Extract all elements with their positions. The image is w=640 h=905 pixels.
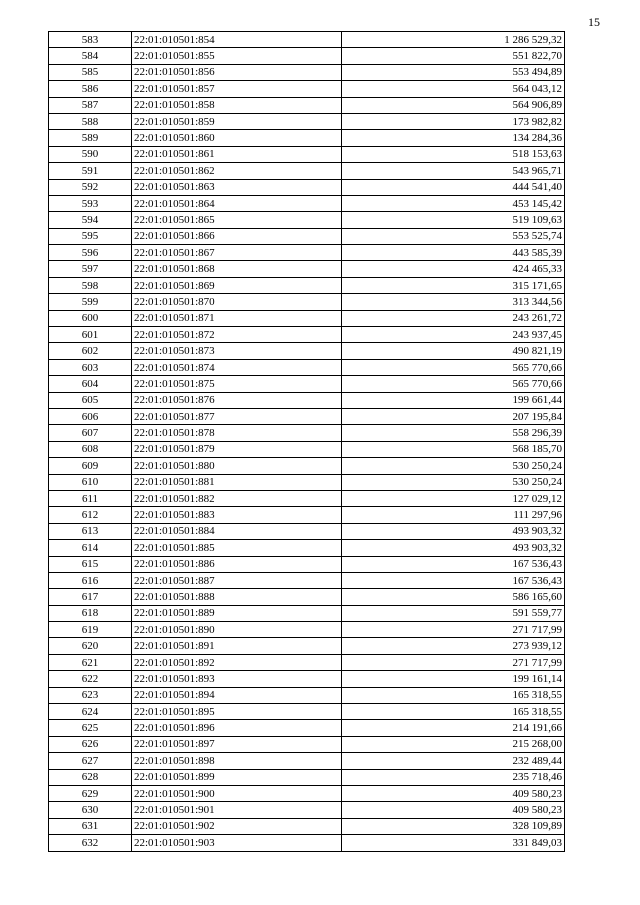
table-row <box>49 490 565 506</box>
row-number-cell: 626 <box>49 736 132 752</box>
cadastral-value-cell: 199 161,14 <box>342 671 565 687</box>
row-number-cell: 611 <box>49 490 132 506</box>
page-number: 15 <box>588 15 600 29</box>
row-number-cell: 594 <box>49 212 132 228</box>
cadastral-value-cell: 111 297,96 <box>342 507 565 523</box>
cadastral-number-cell: 22:01:010501:893 <box>132 671 342 687</box>
cadastral-number-cell: 22:01:010501:901 <box>132 802 342 818</box>
row-number-cell: 587 <box>49 97 132 113</box>
cadastral-value-cell: 207 195,84 <box>342 408 565 424</box>
cadastral-number-cell: 22:01:010501:896 <box>132 720 342 736</box>
cadastral-value-cell: 167 536,43 <box>342 556 565 572</box>
table-row <box>49 261 565 277</box>
table-row <box>49 736 565 752</box>
row-number-cell: 605 <box>49 392 132 408</box>
cadastral-number-cell: 22:01:010501:899 <box>132 769 342 785</box>
table-row <box>49 785 565 801</box>
row-number-cell: 616 <box>49 572 132 588</box>
row-number-cell: 621 <box>49 654 132 670</box>
row-number-cell: 619 <box>49 622 132 638</box>
cadastral-number-cell: 22:01:010501:895 <box>132 704 342 720</box>
row-number-cell: 595 <box>49 228 132 244</box>
table-row <box>49 474 565 490</box>
cadastral-number-cell: 22:01:010501:854 <box>132 32 342 48</box>
table-row <box>49 113 565 129</box>
row-number-cell: 601 <box>49 327 132 343</box>
cadastral-number-cell: 22:01:010501:903 <box>132 835 342 851</box>
table-row <box>49 540 565 556</box>
cadastral-number-cell: 22:01:010501:877 <box>132 408 342 424</box>
cadastral-number-cell: 22:01:010501:894 <box>132 687 342 703</box>
table-row <box>49 310 565 326</box>
row-number-cell: 591 <box>49 163 132 179</box>
cadastral-value-cell: 134 284,36 <box>342 130 565 146</box>
cadastral-number-cell: 22:01:010501:876 <box>132 392 342 408</box>
table-row <box>49 48 565 64</box>
table-row <box>49 212 565 228</box>
table-row <box>49 64 565 80</box>
table-row <box>49 720 565 736</box>
cadastral-number-cell: 22:01:010501:868 <box>132 261 342 277</box>
cadastral-value-cell: 551 822,70 <box>342 48 565 64</box>
row-number-cell: 615 <box>49 556 132 572</box>
table-row <box>49 179 565 195</box>
table-row <box>49 228 565 244</box>
cadastral-number-cell: 22:01:010501:887 <box>132 572 342 588</box>
cadastral-value-cell: 490 821,19 <box>342 343 565 359</box>
cadastral-number-cell: 22:01:010501:875 <box>132 376 342 392</box>
cadastral-value-cell: 444 541,40 <box>342 179 565 195</box>
cadastral-number-cell: 22:01:010501:902 <box>132 818 342 834</box>
cadastral-number-cell: 22:01:010501:864 <box>132 195 342 211</box>
row-number-cell: 585 <box>49 64 132 80</box>
cadastral-number-cell: 22:01:010501:879 <box>132 441 342 457</box>
table-row <box>49 458 565 474</box>
row-number-cell: 618 <box>49 605 132 621</box>
cadastral-value-cell: 315 171,65 <box>342 277 565 293</box>
cadastral-value-cell: 271 717,99 <box>342 654 565 670</box>
table-row <box>49 589 565 605</box>
cadastral-number-cell: 22:01:010501:885 <box>132 540 342 556</box>
cadastral-value-cell: 271 717,99 <box>342 622 565 638</box>
cadastral-number-cell: 22:01:010501:874 <box>132 359 342 375</box>
row-number-cell: 620 <box>49 638 132 654</box>
cadastral-value-cell: 127 029,12 <box>342 490 565 506</box>
cadastral-number-cell: 22:01:010501:900 <box>132 785 342 801</box>
cadastral-value-cell: 199 661,44 <box>342 392 565 408</box>
row-number-cell: 600 <box>49 310 132 326</box>
row-number-cell: 592 <box>49 179 132 195</box>
row-number-cell: 589 <box>49 130 132 146</box>
cadastral-number-cell: 22:01:010501:883 <box>132 507 342 523</box>
row-number-cell: 613 <box>49 523 132 539</box>
cadastral-value-cell: 565 770,66 <box>342 376 565 392</box>
table-row <box>49 671 565 687</box>
row-number-cell: 609 <box>49 458 132 474</box>
cadastral-number-cell: 22:01:010501:890 <box>132 622 342 638</box>
cadastral-number-cell: 22:01:010501:859 <box>132 113 342 129</box>
cadastral-number-cell: 22:01:010501:898 <box>132 753 342 769</box>
table-row <box>49 572 565 588</box>
table-row <box>49 327 565 343</box>
row-number-cell: 604 <box>49 376 132 392</box>
table-row <box>49 245 565 261</box>
cadastral-value-table <box>48 31 565 852</box>
cadastral-value-cell: 543 965,71 <box>342 163 565 179</box>
row-number-cell: 624 <box>49 704 132 720</box>
row-number-cell: 614 <box>49 540 132 556</box>
table-row <box>49 32 565 48</box>
cadastral-value-cell: 493 903,32 <box>342 540 565 556</box>
cadastral-number-cell: 22:01:010501:866 <box>132 228 342 244</box>
cadastral-value-cell: 424 465,33 <box>342 261 565 277</box>
cadastral-value-cell: 313 344,56 <box>342 294 565 310</box>
table-row <box>49 81 565 97</box>
table-row <box>49 343 565 359</box>
cadastral-number-cell: 22:01:010501:862 <box>132 163 342 179</box>
cadastral-number-cell: 22:01:010501:884 <box>132 523 342 539</box>
row-number-cell: 608 <box>49 441 132 457</box>
cadastral-value-cell: 243 937,45 <box>342 327 565 343</box>
row-number-cell: 597 <box>49 261 132 277</box>
row-number-cell: 603 <box>49 359 132 375</box>
cadastral-number-cell: 22:01:010501:867 <box>132 245 342 261</box>
cadastral-number-cell: 22:01:010501:891 <box>132 638 342 654</box>
row-number-cell: 610 <box>49 474 132 490</box>
table-row <box>49 408 565 424</box>
cadastral-value-cell: 409 580,23 <box>342 785 565 801</box>
cadastral-value-cell: 165 318,55 <box>342 704 565 720</box>
cadastral-value-cell: 453 145,42 <box>342 195 565 211</box>
table-row <box>49 704 565 720</box>
row-number-cell: 590 <box>49 146 132 162</box>
cadastral-number-cell: 22:01:010501:882 <box>132 490 342 506</box>
table-row <box>49 802 565 818</box>
table-row <box>49 638 565 654</box>
row-number-cell: 584 <box>49 48 132 64</box>
cadastral-value-cell: 214 191,66 <box>342 720 565 736</box>
row-number-cell: 593 <box>49 195 132 211</box>
cadastral-number-cell: 22:01:010501:865 <box>132 212 342 228</box>
row-number-cell: 629 <box>49 785 132 801</box>
cadastral-value-cell: 232 489,44 <box>342 753 565 769</box>
row-number-cell: 623 <box>49 687 132 703</box>
row-number-cell: 612 <box>49 507 132 523</box>
cadastral-value-cell: 586 165,60 <box>342 589 565 605</box>
cadastral-value-cell: 443 585,39 <box>342 245 565 261</box>
cadastral-value-cell: 167 536,43 <box>342 572 565 588</box>
cadastral-value-cell: 165 318,55 <box>342 687 565 703</box>
table-row <box>49 654 565 670</box>
cadastral-number-cell: 22:01:010501:870 <box>132 294 342 310</box>
table-row <box>49 376 565 392</box>
cadastral-value-cell: 530 250,24 <box>342 474 565 490</box>
row-number-cell: 596 <box>49 245 132 261</box>
row-number-cell: 630 <box>49 802 132 818</box>
cadastral-number-cell: 22:01:010501:888 <box>132 589 342 605</box>
table-row <box>49 294 565 310</box>
table-row <box>49 622 565 638</box>
cadastral-number-cell: 22:01:010501:860 <box>132 130 342 146</box>
row-number-cell: 627 <box>49 753 132 769</box>
table-row <box>49 556 565 572</box>
table-row <box>49 523 565 539</box>
table-row <box>49 97 565 113</box>
cadastral-number-cell: 22:01:010501:857 <box>132 81 342 97</box>
cadastral-number-cell: 22:01:010501:871 <box>132 310 342 326</box>
table-row <box>49 753 565 769</box>
row-number-cell: 588 <box>49 113 132 129</box>
cadastral-number-cell: 22:01:010501:863 <box>132 179 342 195</box>
table-row <box>49 392 565 408</box>
row-number-cell: 631 <box>49 818 132 834</box>
cadastral-value-cell: 564 906,89 <box>342 97 565 113</box>
cadastral-number-cell: 22:01:010501:886 <box>132 556 342 572</box>
cadastral-value-cell: 568 185,70 <box>342 441 565 457</box>
table-body <box>49 32 565 852</box>
table-row <box>49 359 565 375</box>
cadastral-number-cell: 22:01:010501:861 <box>132 146 342 162</box>
cadastral-value-cell: 215 268,00 <box>342 736 565 752</box>
row-number-cell: 583 <box>49 32 132 48</box>
table-row <box>49 835 565 851</box>
cadastral-number-cell: 22:01:010501:892 <box>132 654 342 670</box>
cadastral-value-cell: 553 494,89 <box>342 64 565 80</box>
cadastral-number-cell: 22:01:010501:856 <box>132 64 342 80</box>
table-row <box>49 769 565 785</box>
row-number-cell: 606 <box>49 408 132 424</box>
cadastral-value-cell: 493 903,32 <box>342 523 565 539</box>
cadastral-value-cell: 1 286 529,32 <box>342 32 565 48</box>
row-number-cell: 628 <box>49 769 132 785</box>
cadastral-number-cell: 22:01:010501:881 <box>132 474 342 490</box>
cadastral-value-cell: 519 109,63 <box>342 212 565 228</box>
cadastral-number-cell: 22:01:010501:889 <box>132 605 342 621</box>
table-row <box>49 146 565 162</box>
cadastral-value-cell: 331 849,03 <box>342 835 565 851</box>
row-number-cell: 632 <box>49 835 132 851</box>
row-number-cell: 607 <box>49 425 132 441</box>
table-row <box>49 163 565 179</box>
cadastral-value-cell: 564 043,12 <box>342 81 565 97</box>
table-row <box>49 195 565 211</box>
row-number-cell: 625 <box>49 720 132 736</box>
cadastral-value-cell: 173 982,82 <box>342 113 565 129</box>
cadastral-value-cell: 518 153,63 <box>342 146 565 162</box>
row-number-cell: 598 <box>49 277 132 293</box>
table-row <box>49 687 565 703</box>
cadastral-value-cell: 565 770,66 <box>342 359 565 375</box>
cadastral-number-cell: 22:01:010501:855 <box>132 48 342 64</box>
row-number-cell: 617 <box>49 589 132 605</box>
cadastral-number-cell: 22:01:010501:878 <box>132 425 342 441</box>
cadastral-value-cell: 273 939,12 <box>342 638 565 654</box>
row-number-cell: 586 <box>49 81 132 97</box>
table-row <box>49 277 565 293</box>
cadastral-value-cell: 243 261,72 <box>342 310 565 326</box>
cadastral-value-cell: 409 580,23 <box>342 802 565 818</box>
cadastral-number-cell: 22:01:010501:858 <box>132 97 342 113</box>
table-row <box>49 507 565 523</box>
table-row <box>49 818 565 834</box>
cadastral-value-cell: 235 718,46 <box>342 769 565 785</box>
row-number-cell: 602 <box>49 343 132 359</box>
cadastral-number-cell: 22:01:010501:880 <box>132 458 342 474</box>
table-row <box>49 605 565 621</box>
cadastral-value-cell: 591 559,77 <box>342 605 565 621</box>
cadastral-value-cell: 530 250,24 <box>342 458 565 474</box>
cadastral-value-cell: 553 525,74 <box>342 228 565 244</box>
table-row <box>49 130 565 146</box>
cadastral-number-cell: 22:01:010501:873 <box>132 343 342 359</box>
cadastral-value-cell: 558 296,39 <box>342 425 565 441</box>
row-number-cell: 622 <box>49 671 132 687</box>
cadastral-number-cell: 22:01:010501:872 <box>132 327 342 343</box>
cadastral-value-cell: 328 109,89 <box>342 818 565 834</box>
cadastral-number-cell: 22:01:010501:869 <box>132 277 342 293</box>
table-row <box>49 425 565 441</box>
table-row <box>49 441 565 457</box>
row-number-cell: 599 <box>49 294 132 310</box>
cadastral-number-cell: 22:01:010501:897 <box>132 736 342 752</box>
